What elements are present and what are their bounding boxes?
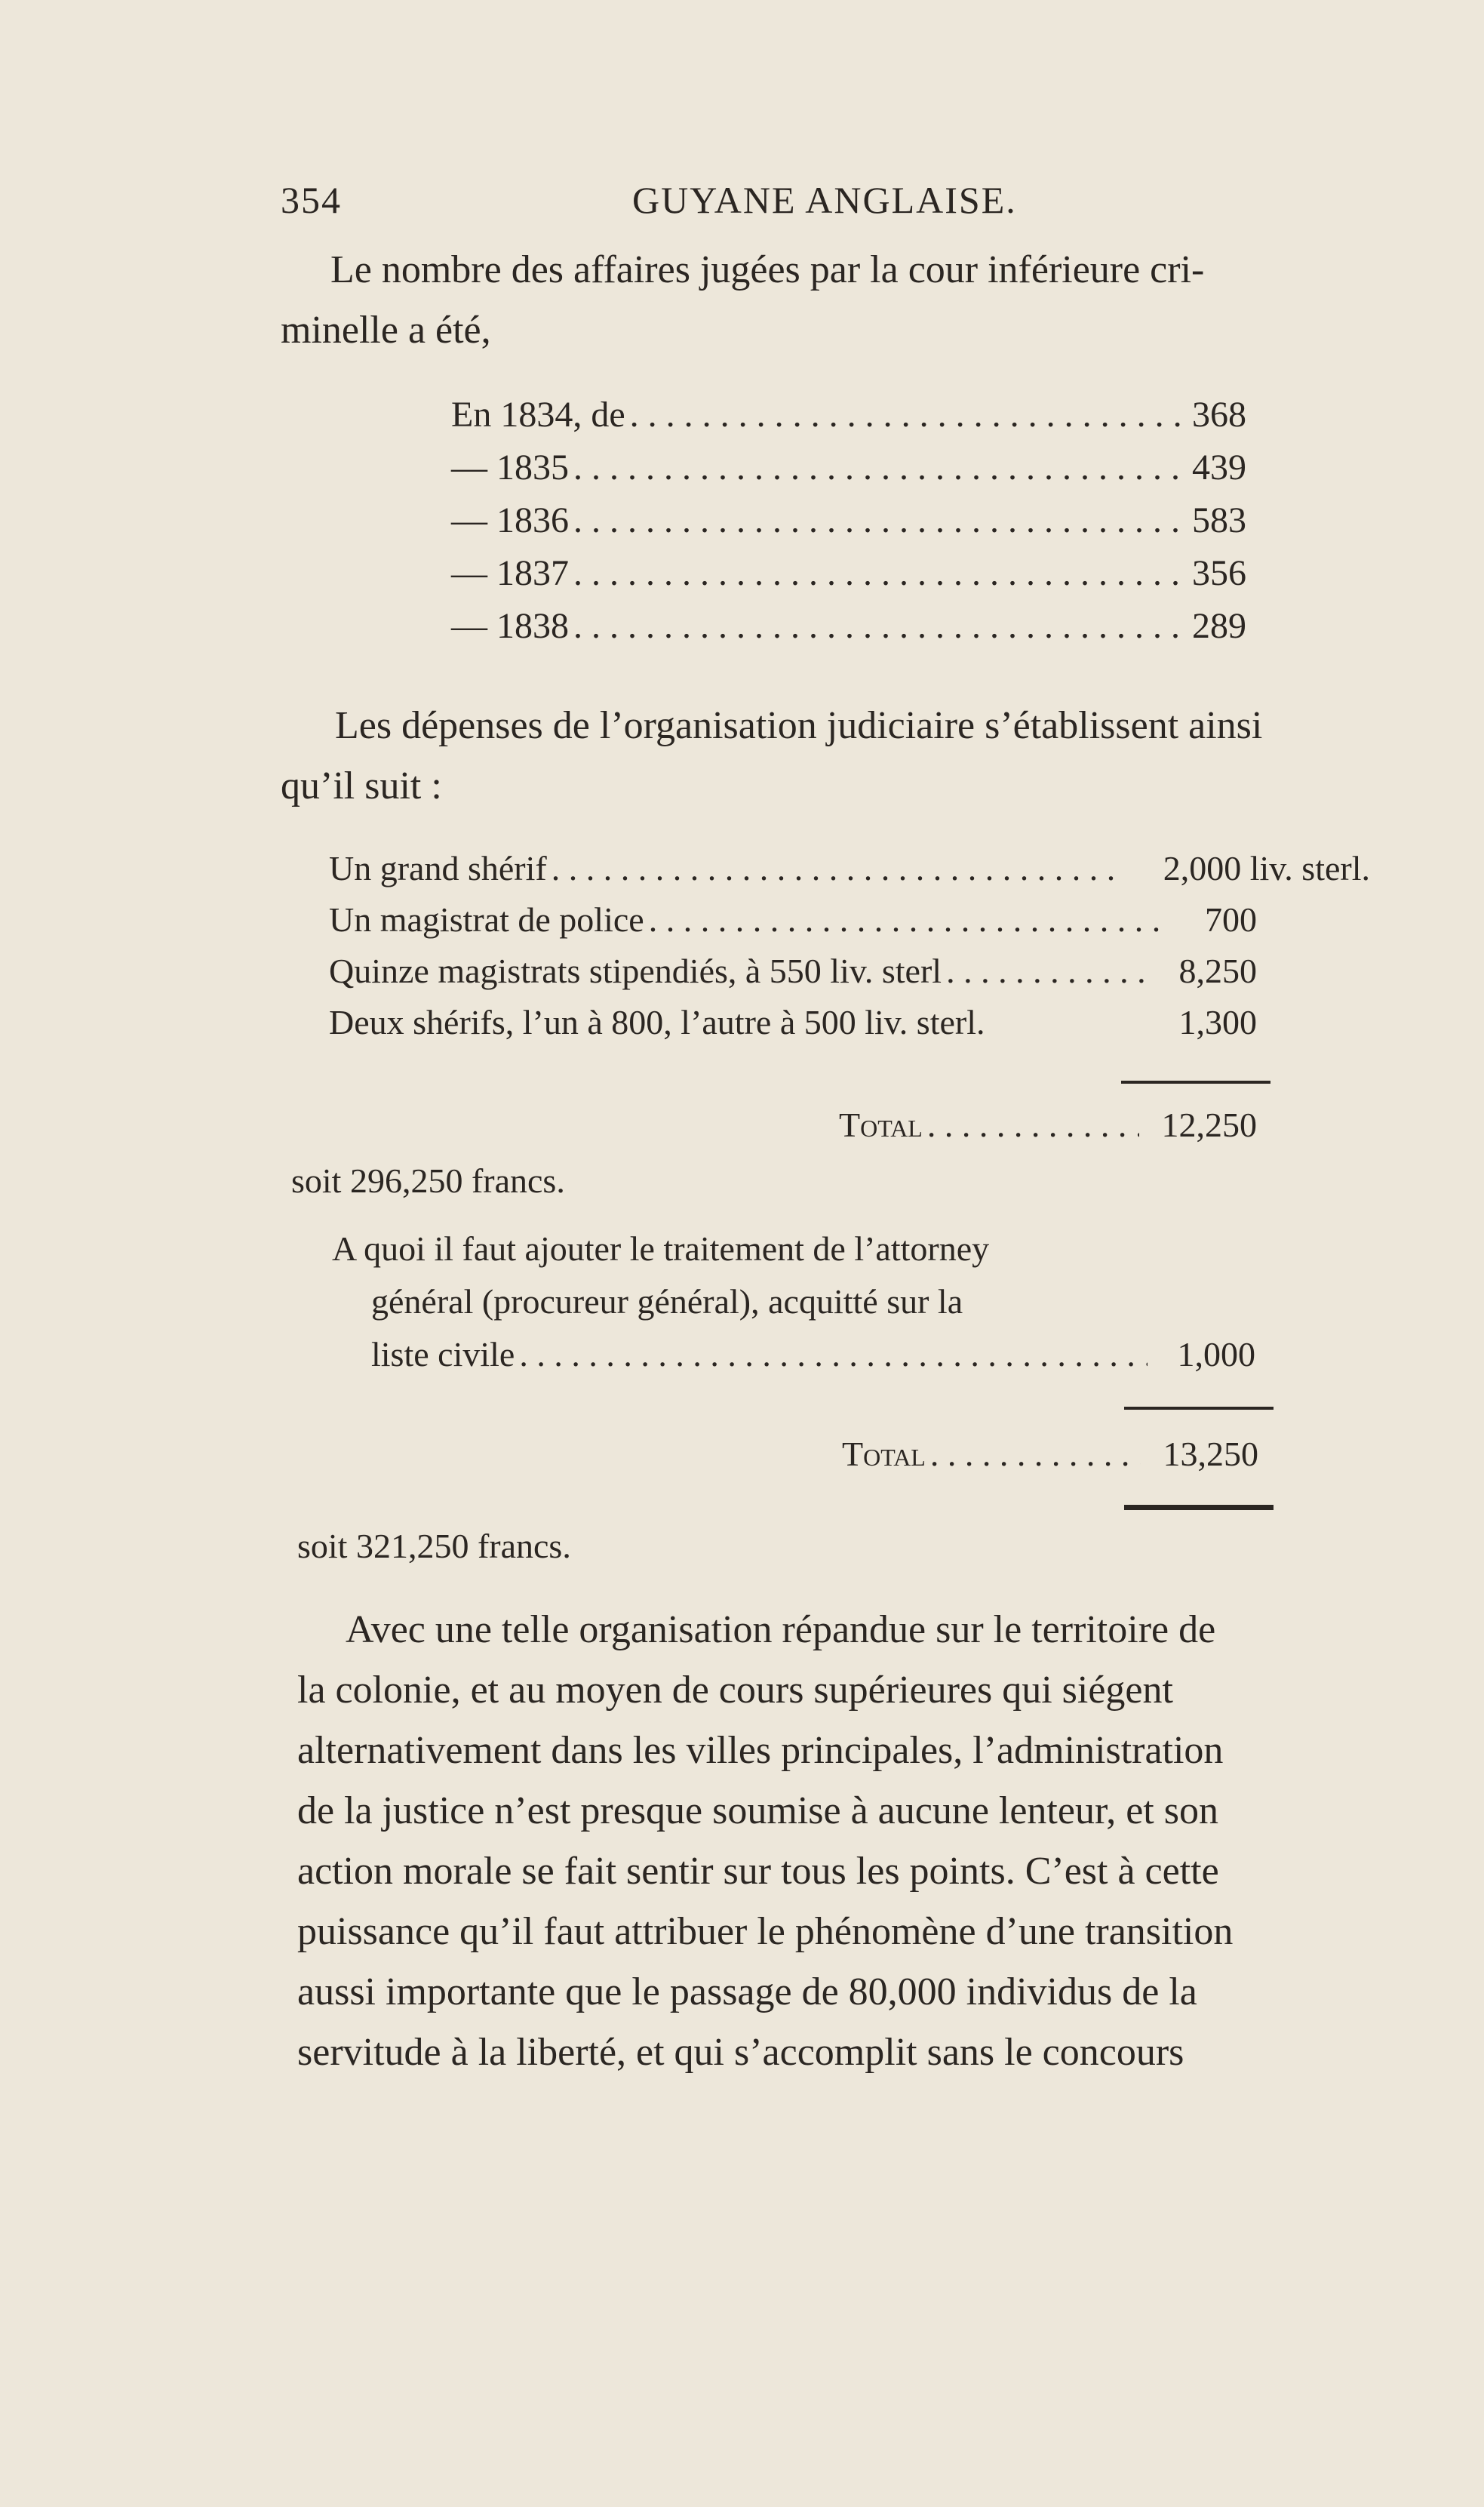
leader-dots xyxy=(649,900,1167,940)
case-row xyxy=(451,605,1246,647)
expense-label: Un magistrat de police xyxy=(329,900,644,939)
case-year: — 1838 xyxy=(451,606,569,646)
para3-line: action morale se fait sentir sur tous les points. C’est à cette xyxy=(297,1850,1219,1893)
para2-line1: Les dépenses de l’organisation judiciaire s’établissent ainsi xyxy=(335,704,1263,747)
case-year: — 1835 xyxy=(451,448,569,488)
expense-row xyxy=(329,900,1257,940)
total-row xyxy=(839,1105,1257,1145)
case-year: En 1834, de xyxy=(451,395,625,435)
francs-conversion: soit 321,250 francs. xyxy=(297,1527,571,1565)
running-title: GUYANE ANGLAISE. xyxy=(632,179,1017,221)
total-value: 13,250 xyxy=(1163,1435,1258,1473)
sum-rule xyxy=(1121,1081,1270,1084)
leader-dots xyxy=(573,447,1188,488)
leader-dots xyxy=(519,1334,1147,1374)
expense-value: 2,000 liv. sterl. xyxy=(1163,849,1370,887)
para3-line: de la justice n’est presque soumise à aucune lenteur, et son xyxy=(297,1789,1218,1832)
addition-line2: général (procureur général), acquitté sur la xyxy=(371,1282,963,1321)
case-year: — 1836 xyxy=(451,500,569,540)
case-count: 289 xyxy=(1192,606,1246,646)
case-count: 356 xyxy=(1192,553,1246,593)
expense-label: Quinze magistrats stipendiés, à 550 liv. sterl xyxy=(329,952,942,990)
total-label: Total xyxy=(839,1106,923,1144)
leader-dots xyxy=(573,605,1188,647)
leader-dots xyxy=(573,500,1188,541)
para3-line: puissance qu’il faut attribuer le phénomène d’une transition xyxy=(297,1910,1234,1953)
para3-line: aussi importante que le passage de 80,000 individus de la xyxy=(297,1970,1197,2013)
expense-value: 1,000 xyxy=(1177,1335,1255,1373)
page-number: 354 xyxy=(281,179,342,221)
case-count: 583 xyxy=(1192,500,1246,540)
expense-row xyxy=(371,1334,1255,1374)
expense-value: 1,300 xyxy=(1178,1003,1257,1041)
expense-value: 700 xyxy=(1205,900,1257,939)
para1-line2: minelle a été, xyxy=(281,309,491,352)
case-count: 368 xyxy=(1192,395,1246,435)
para3-line: la colonie, et au moyen de cours supérieures qui siégent xyxy=(297,1669,1173,1712)
total-label: Total xyxy=(842,1435,926,1473)
double-rule xyxy=(1124,1505,1274,1510)
expense-row xyxy=(329,951,1257,991)
leader-dots xyxy=(946,951,1156,991)
expense-value: 8,250 xyxy=(1178,952,1257,990)
sum-rule xyxy=(1124,1407,1274,1410)
para1-line1: Le nombre des affaires jugées par la cour inférieure cri- xyxy=(330,248,1205,291)
leader-dots xyxy=(552,848,1126,888)
case-row xyxy=(451,552,1246,594)
case-count: 439 xyxy=(1192,448,1246,488)
case-year: — 1837 xyxy=(451,553,569,593)
para3-line: alternativement dans les villes principales, l’administration xyxy=(297,1729,1224,1772)
expense-row xyxy=(329,848,1370,888)
expense-label: liste civile xyxy=(371,1335,515,1373)
francs-conversion: soit 296,250 francs. xyxy=(291,1161,565,1200)
leader-dots xyxy=(573,552,1188,594)
case-row xyxy=(451,394,1246,435)
case-row xyxy=(451,447,1246,488)
leader-dots xyxy=(630,394,1188,435)
total-row xyxy=(842,1434,1258,1474)
expense-label: Un grand shérif xyxy=(329,849,547,887)
total-value: 12,250 xyxy=(1161,1106,1257,1144)
expense-row xyxy=(329,1002,1257,1042)
leader-dots xyxy=(927,1105,1139,1145)
addition-line1: A quoi il faut ajouter le traitement de l’attorney xyxy=(332,1229,990,1268)
leader-dots xyxy=(930,1434,1141,1474)
case-row xyxy=(451,500,1246,541)
para3-line: Avec une telle organisation répandue sur le territoire de xyxy=(346,1608,1216,1651)
expense-label: Deux shérifs, l’un à 800, l’autre à 500 liv. sterl. xyxy=(329,1003,985,1041)
para3-line: servitude à la liberté, et qui s’accomplit sans le concours xyxy=(297,2031,1184,2074)
para2-line2: qu’il suit : xyxy=(281,764,442,807)
